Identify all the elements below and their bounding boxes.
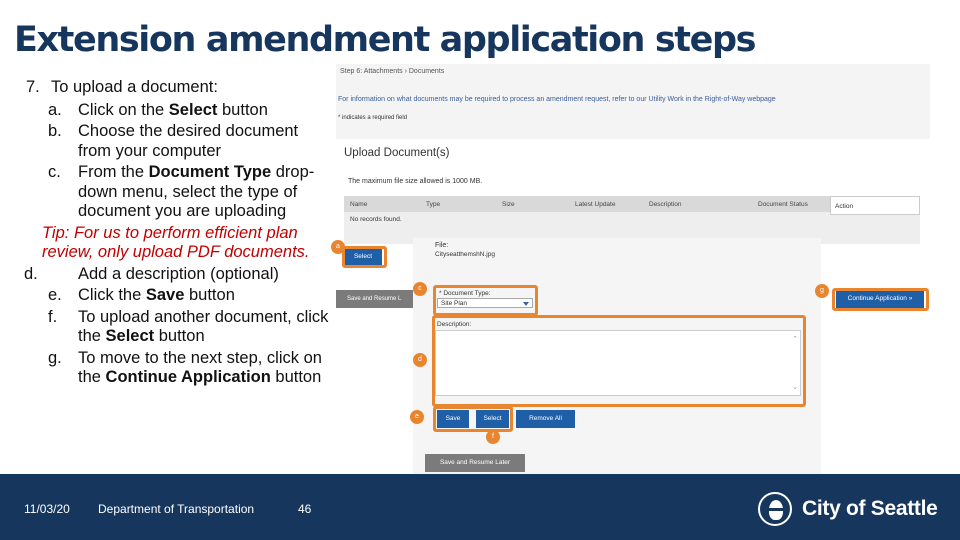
select-button-2[interactable]: Select xyxy=(476,410,509,428)
scroll-up-icon[interactable]: ⌃ xyxy=(792,336,798,343)
highlight-save-select xyxy=(433,406,513,432)
step-bold: Continue Application xyxy=(105,368,271,386)
save-button[interactable]: Save xyxy=(437,410,469,428)
description-label: Description: xyxy=(437,321,472,328)
column-header: Description xyxy=(649,200,682,208)
heading-number: 7. xyxy=(26,78,40,96)
heading-text: To upload a document: xyxy=(51,78,218,96)
step-text: To move to the next step, click on the xyxy=(78,348,322,386)
tip-text: Tip: For us to perform efficient plan review, only upload PDF documents. xyxy=(42,223,310,261)
step-text: button xyxy=(270,368,322,386)
step-e xyxy=(26,286,334,306)
step-letter: f. xyxy=(48,307,58,326)
document-type-label: * Document Type: xyxy=(439,290,491,297)
highlight-description xyxy=(432,315,806,407)
column-header: Document Status xyxy=(758,200,808,208)
step-text: Choose the desired document from your computer xyxy=(78,122,299,160)
documents-table xyxy=(344,196,920,244)
step-text: Add a description (optional) xyxy=(78,264,279,283)
select-button[interactable]: Select xyxy=(344,248,382,266)
step-b xyxy=(26,122,334,161)
marker-g: g xyxy=(815,284,829,298)
footer-date: 11/03/20 xyxy=(24,502,70,516)
step-text: Click the xyxy=(78,286,146,304)
column-header: Type xyxy=(426,200,441,208)
breadcrumb: Step 6: Attachments › Documents xyxy=(340,68,445,75)
marker-d: d xyxy=(413,353,427,367)
instructions xyxy=(26,78,334,390)
step-bold: Select xyxy=(105,327,155,345)
save-resume-later-button[interactable]: Save and Resume Later xyxy=(425,454,525,472)
footer-department: Department of Transportation xyxy=(98,502,255,516)
step-text: To upload another document, click the xyxy=(78,307,329,345)
step-g xyxy=(26,349,334,388)
step-letter: b. xyxy=(48,122,62,140)
step-letter: c. xyxy=(48,163,61,181)
max-size-note: The maximum file size allowed is 1000 MB. xyxy=(348,178,483,185)
highlight-document-type xyxy=(433,285,538,316)
continue-application-button[interactable]: Continue Application » xyxy=(836,290,924,308)
instructions-heading xyxy=(26,78,334,98)
step-text: drop-down menu, select the type of document you are uploading xyxy=(78,163,315,220)
step-bold: Document Type xyxy=(148,163,272,181)
city-name: City of Seattle xyxy=(802,497,938,520)
scroll-down-icon[interactable]: ⌄ xyxy=(792,384,798,391)
save-resume-button[interactable]: Save and Resume L xyxy=(336,290,414,308)
action-column-header: Action xyxy=(830,196,920,215)
step-letter: a. xyxy=(48,100,62,119)
marker-f: f xyxy=(486,430,500,444)
page-number: 46 xyxy=(298,502,312,516)
file-label: File: xyxy=(435,242,449,249)
no-records-text: No records found. xyxy=(350,216,402,223)
step-text: button xyxy=(184,286,235,304)
panel-title: Upload Document(s) xyxy=(344,147,450,159)
step-letter: g. xyxy=(48,348,62,367)
step-text: button xyxy=(154,327,205,345)
step-bold: Save xyxy=(145,286,185,304)
info-link[interactable]: For information on what documents may be required to process an amendment request, refer to our Utility Work in the Right-of-Way webpage xyxy=(338,96,776,103)
remove-all-button[interactable]: Remove All xyxy=(516,410,575,428)
step-letter: e. xyxy=(48,286,62,304)
step-text: button xyxy=(217,100,268,119)
step-f xyxy=(26,308,334,347)
document-type-value: Site Plan xyxy=(441,300,468,307)
city-logo xyxy=(758,492,938,526)
marker-c: c xyxy=(413,282,427,296)
column-header: Size xyxy=(502,200,515,208)
highlight-select xyxy=(342,246,387,268)
highlight-continue xyxy=(832,288,929,311)
slide-title: Extension amendment application steps xyxy=(14,20,756,60)
step-d xyxy=(26,265,334,285)
step-a xyxy=(26,101,334,121)
step-c xyxy=(26,163,334,222)
step-bold: Select xyxy=(168,100,218,119)
step-text: From the xyxy=(78,163,149,181)
footer-bar xyxy=(0,474,960,540)
required-note: * indicates a required field xyxy=(338,115,408,121)
column-header: Latest Update xyxy=(575,200,616,208)
marker-e: e xyxy=(410,410,424,424)
step-text: Click on the xyxy=(78,100,169,119)
step-letter: d. xyxy=(24,264,38,283)
file-name: CityseatthemshN.jpg xyxy=(435,251,495,258)
city-seal-icon xyxy=(758,492,792,526)
column-header: Name xyxy=(350,200,368,208)
marker-a: a xyxy=(331,240,345,254)
